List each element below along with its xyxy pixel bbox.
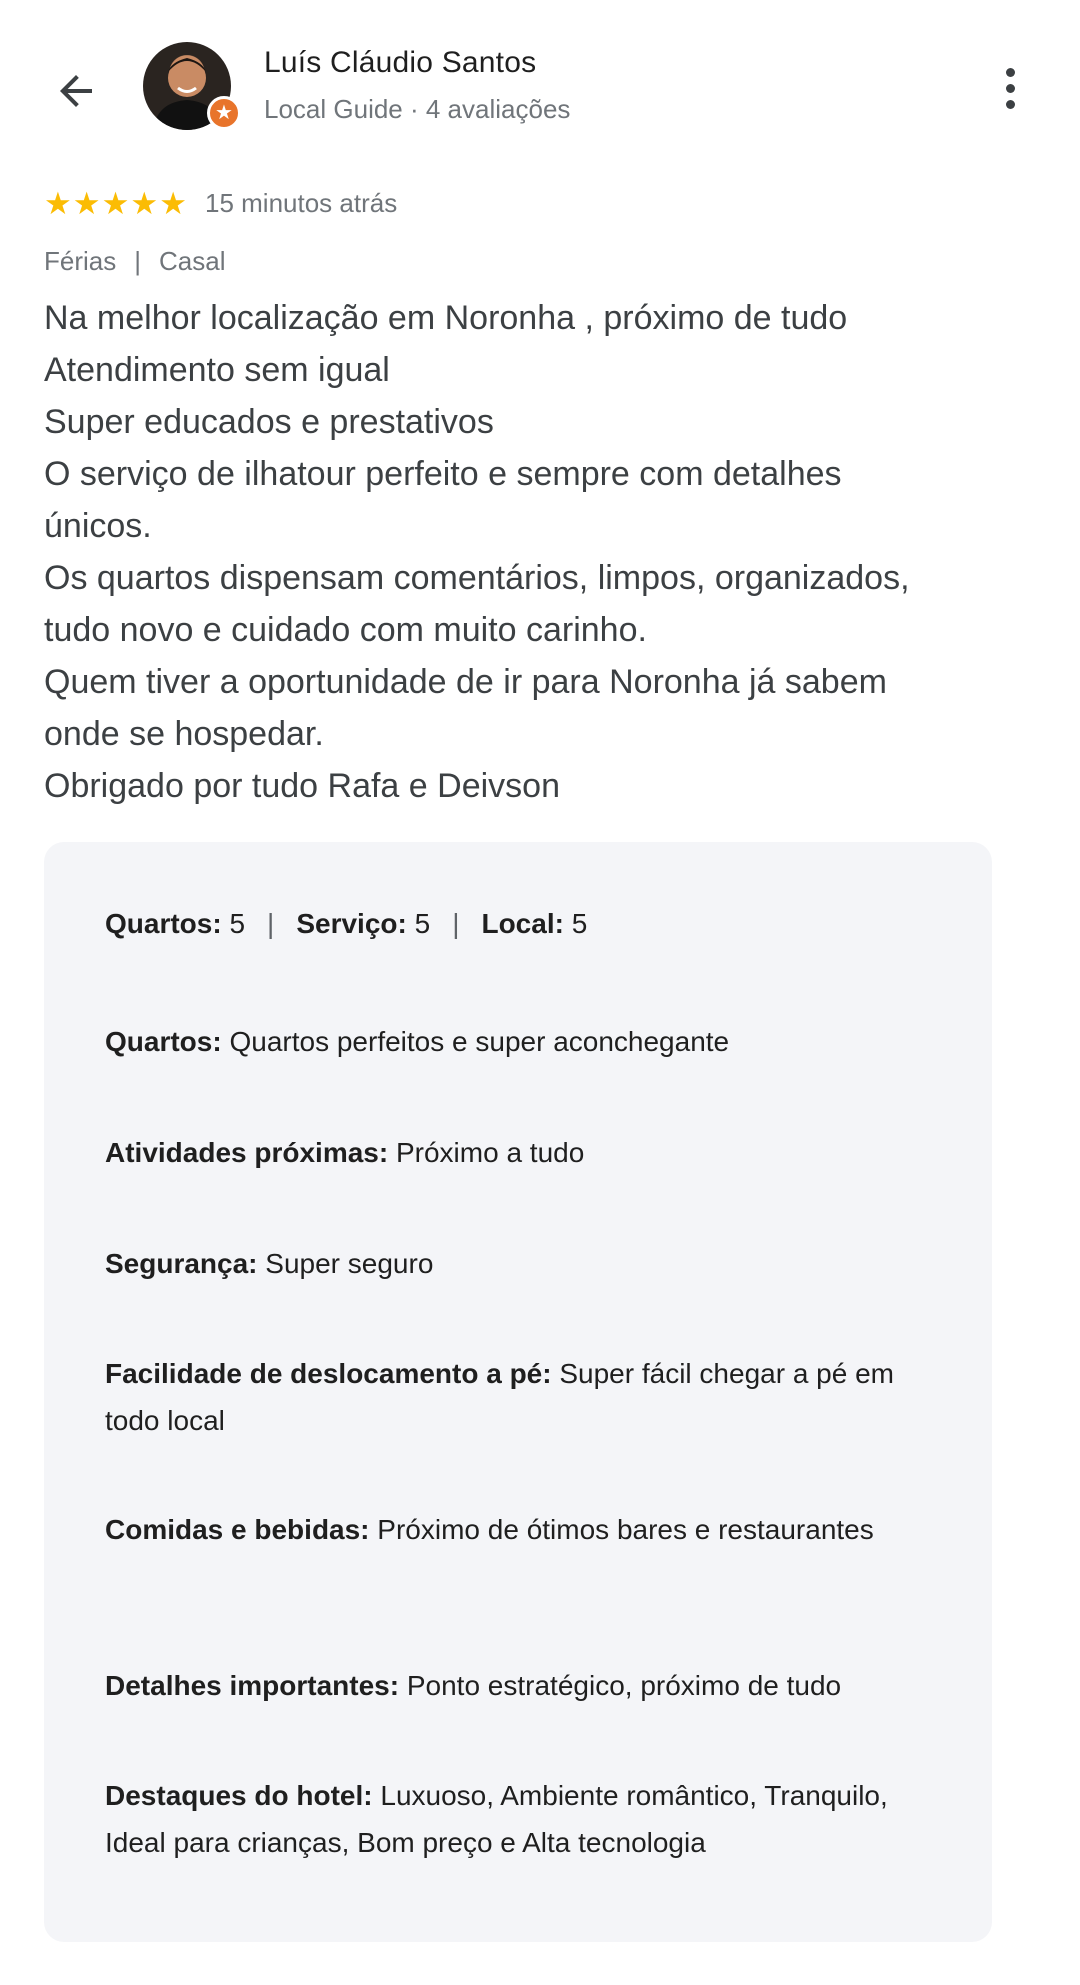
review-line: Atendimento sem igual: [44, 351, 390, 389]
review-line: O serviço de ilhatour perfeito e sempre com detalhes: [44, 455, 842, 493]
detail-text: Super fácil chegar a pé em todo local: [105, 1358, 894, 1436]
review-line: Obrigado por tudo Rafa e Deivson: [44, 767, 560, 805]
detail-item: [105, 1129, 955, 1176]
review-line: Quem tiver a oportunidade de ir para Noronha já sabem: [44, 663, 887, 701]
star-icon: ★: [130, 186, 159, 221]
review-line: tudo novo e cuidado com muito carinho.: [44, 611, 647, 649]
detail-item: [105, 1662, 955, 1709]
review-line: onde se hospedar.: [44, 715, 324, 753]
review-time: 15 minutos atrás: [204, 188, 398, 218]
author-meta: Local Guide · 4 avaliações: [264, 94, 571, 124]
rating-row: [44, 188, 397, 219]
review-line: Na melhor localização em Noronha , próximo de tudo: [44, 299, 848, 337]
review-line: Os quartos dispensam comentários, limpos, organizados,: [44, 559, 910, 597]
more-options-button[interactable]: [980, 58, 1040, 118]
detail-label: Quartos:: [105, 1026, 222, 1057]
review-text: [44, 292, 1044, 812]
avatar[interactable]: [143, 42, 231, 130]
score-value: 5: [414, 908, 431, 939]
score-label: Serviço:: [296, 908, 407, 939]
detail-item: [105, 1506, 955, 1553]
detail-text: Quartos perfeitos e super aconchegante: [229, 1026, 730, 1057]
detail-label: Atividades próximas:: [105, 1137, 389, 1168]
star-icon: ★: [159, 186, 187, 221]
star-badge-icon: ★: [207, 96, 241, 130]
detail-text: Próximo a tudo: [395, 1137, 585, 1168]
star-rating: [44, 188, 187, 219]
detail-text: Super seguro: [265, 1248, 434, 1279]
detail-item: [105, 1350, 955, 1444]
tag-traveler-type: Casal: [159, 246, 226, 276]
detail-item: [105, 1240, 955, 1287]
more-vert-icon: [1006, 68, 1015, 77]
score-label: Local:: [481, 908, 564, 939]
review-line: Super educados e prestativos: [44, 403, 494, 441]
star-icon: ★: [72, 186, 101, 221]
star-icon: ★: [101, 186, 130, 221]
detail-label: Destaques do hotel:: [105, 1780, 373, 1811]
arrow-back-icon: [52, 67, 100, 115]
detail-text: Ponto estratégico, próximo de tudo: [406, 1670, 842, 1701]
detail-label: Segurança:: [105, 1248, 258, 1279]
detail-label: Facilidade de deslocamento a pé:: [105, 1358, 552, 1389]
review-line: únicos.: [44, 507, 152, 545]
detail-item: [105, 1018, 955, 1065]
star-icon: ★: [44, 186, 72, 221]
detail-item: [105, 1772, 955, 1866]
score-separator: |: [452, 908, 460, 939]
review-details-card: [44, 842, 992, 1942]
score-label: Quartos:: [105, 908, 222, 939]
detail-label: Comidas e bebidas:: [105, 1514, 370, 1545]
author-name[interactable]: Luís Cláudio Santos: [264, 46, 537, 79]
detail-label: Detalhes importantes:: [105, 1670, 400, 1701]
detail-text: Próximo de ótimos bares e restaurantes: [377, 1514, 874, 1545]
detail-text: Luxuoso, Ambiente romântico, Tranquilo, Ideal para crianças, Bom preço e Alta tecnologia: [105, 1780, 888, 1858]
back-button[interactable]: [40, 55, 112, 127]
score-separator: |: [267, 908, 275, 939]
score-value: 5: [229, 908, 246, 939]
tag-separator: |: [134, 246, 142, 276]
category-scores: [105, 908, 587, 940]
score-value: 5: [571, 908, 588, 939]
trip-tags: [44, 246, 226, 277]
tag-trip-type: Férias: [44, 246, 117, 276]
